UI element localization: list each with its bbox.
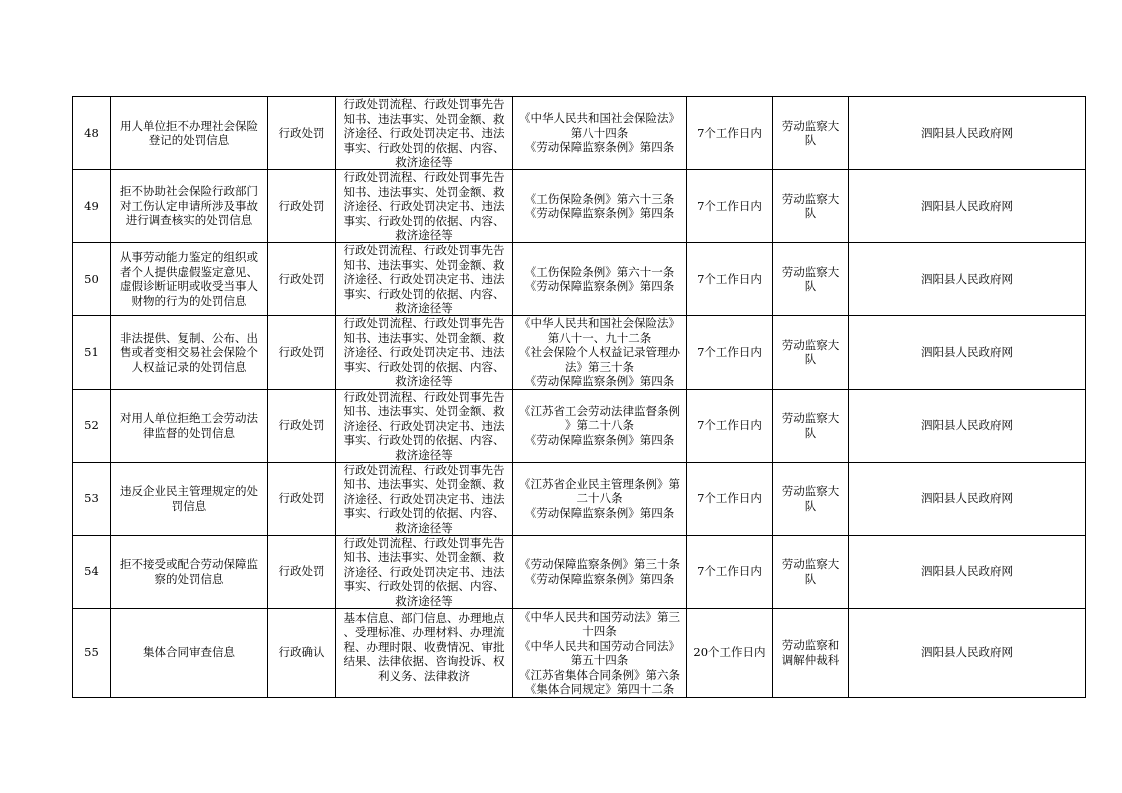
item-name-line: 非法提供、复制、公布、出 [120, 330, 258, 345]
legal-basis-cell [513, 535, 687, 608]
content-line: 利义务、法律救济 [378, 668, 470, 683]
legal-basis-line: 《中华人民共和国社会保险法》 [519, 316, 680, 330]
content-line: 事实、行政处罚的依据、内容、 [343, 579, 505, 593]
content-line: 行政处罚流程、行政处罚事先告 [343, 97, 505, 111]
content-line: 知书、违法事实、处罚金额、救 [343, 184, 505, 199]
disclosure-period-cell: 7个工作日内 [687, 389, 773, 462]
content-line: 济途径、行政处罚决定书、违法 [343, 564, 505, 579]
item-name-line: 集体合同审查信息 [143, 645, 235, 660]
content-line: 救济途径等 [395, 447, 453, 462]
content-line: 行政处罚流程、行政处罚事先告 [343, 462, 505, 477]
content-line: 事实、行政处罚的依据、内容、 [343, 506, 505, 520]
legal-basis-cell [513, 608, 687, 697]
content-line: 济途径、行政处罚决定书、违法 [343, 418, 505, 433]
item-name-cell [111, 97, 268, 170]
channel-cell: 泗阳县人民政府网 [849, 535, 1086, 608]
item-name-line: 罚信息 [171, 498, 207, 513]
content-line: 知书、违法事实、处罚金额、救 [343, 477, 505, 491]
item-name-line: 者个人提供虚假鉴定意见、 [120, 264, 258, 279]
item-type-cell: 行政处罚 [268, 243, 336, 316]
legal-basis-cell [513, 170, 687, 243]
disclosure-period-cell: 7个工作日内 [687, 170, 773, 243]
legal-basis-line: 《中华人民共和国劳动合同法》 [519, 638, 680, 653]
content-line: 救济途径等 [395, 228, 453, 242]
item-name-line: 虚假诊断证明或收受当事人 [120, 279, 258, 293]
disclosure-period-cell: 7个工作日内 [687, 243, 773, 316]
item-name-line: 登记的处罚信息 [148, 133, 230, 147]
item-name-cell [111, 535, 268, 608]
content-line: 程、办理时限、收费情况、审批 [343, 639, 505, 654]
department-line: 劳动监察大 [781, 118, 840, 133]
content-line: 济途径、行政处罚决定书、违法 [343, 199, 505, 213]
content-line: 救济途径等 [395, 301, 453, 315]
content-line: 事实、行政处罚的依据、内容、 [343, 359, 505, 374]
item-type-cell: 行政处罚 [268, 535, 336, 608]
content-line: 行政处罚流程、行政处罚事先告 [343, 389, 505, 404]
item-name-cell [111, 316, 268, 390]
item-type-cell: 行政处罚 [268, 389, 336, 462]
item-name-cell [111, 462, 268, 535]
content-cell [336, 170, 513, 243]
content-cell [336, 389, 513, 462]
content-line: 事实、行政处罚的依据、内容、 [343, 286, 505, 301]
legal-basis-cell [513, 97, 687, 170]
legal-basis-line: 二十八条 [576, 491, 623, 506]
item-type-cell: 行政处罚 [268, 97, 336, 170]
legal-basis-line: 《工伤保险条例》第六十三条 [524, 191, 675, 206]
content-line: 济途径、行政处罚决定书、违法 [343, 491, 505, 506]
content-line: 知书、违法事实、处罚金额、救 [343, 330, 505, 345]
content-line: 知书、违法事实、处罚金额、救 [343, 111, 505, 126]
content-line: 事实、行政处罚的依据、内容、 [343, 433, 505, 447]
row-number: 49 [73, 170, 111, 243]
item-name-line: 拒不协助社会保险行政部门 [120, 184, 258, 199]
content-line: 事实、行政处罚的依据、内容、 [343, 140, 505, 155]
item-name-line: 人权益记录的处罚信息 [131, 359, 247, 374]
department-line: 劳动监察大 [781, 557, 840, 571]
content-cell [336, 316, 513, 390]
department-line: 劳动监察大 [781, 264, 840, 279]
item-name-line: 财物的行为的处罚信息 [131, 293, 247, 308]
channel-cell: 泗阳县人民政府网 [849, 243, 1086, 316]
row-number: 48 [73, 97, 111, 170]
content-line: 救济途径等 [395, 374, 453, 388]
item-name-line: 察的处罚信息 [154, 571, 224, 586]
department-line: 劳动监察大 [781, 191, 840, 206]
item-name-line: 售或者变相交易社会保险个 [120, 345, 258, 359]
table-row [73, 462, 1086, 535]
legal-basis-line: 《中华人民共和国社会保险法》 [519, 111, 680, 126]
channel-cell: 泗阳县人民政府网 [849, 389, 1086, 462]
row-number: 50 [73, 243, 111, 316]
legal-basis-line: 《劳动保障监察条例》第四条 [524, 505, 675, 520]
legal-basis-line: 《劳动保障监察条例》第三十条 [519, 557, 680, 571]
department-line: 调解仲裁科 [781, 652, 840, 667]
item-name-line: 违反企业民主管理规定的处 [120, 484, 258, 498]
department-line: 队 [804, 571, 817, 586]
channel-cell: 泗阳县人民政府网 [849, 170, 1086, 243]
item-name-cell [111, 170, 268, 243]
legal-basis-line: 《社会保险个人权益记录管理办 [519, 345, 680, 359]
legal-basis-line: 法》第三十条 [565, 359, 634, 374]
item-type-cell: 行政处罚 [268, 170, 336, 243]
disclosure-period-cell: 7个工作日内 [687, 316, 773, 390]
table-row [73, 316, 1086, 390]
content-line: 济途径、行政处罚决定书、违法 [343, 126, 505, 140]
table-row [73, 243, 1086, 316]
disclosure-period-cell: 7个工作日内 [687, 535, 773, 608]
legal-basis-line: 《劳动保障监察条例》第四条 [524, 140, 675, 155]
department-line: 队 [804, 498, 817, 513]
department-line: 队 [804, 279, 817, 293]
item-name-line: 进行调查核实的处罚信息 [125, 213, 253, 228]
channel-cell: 泗阳县人民政府网 [849, 97, 1086, 170]
table-row [73, 608, 1086, 697]
department-cell [773, 608, 849, 697]
department-line: 劳动监察大 [781, 411, 840, 425]
content-line: 行政处罚流程、行政处罚事先告 [343, 535, 505, 550]
legal-basis-line: 《工伤保险条例》第六十一条 [524, 264, 675, 279]
department-cell [773, 535, 849, 608]
table-body [73, 97, 1086, 698]
legal-basis-cell [513, 462, 687, 535]
row-number: 53 [73, 462, 111, 535]
content-line: 、受理标准、办理材料、办理流 [343, 625, 505, 639]
legal-basis-line: 《集体合同规定》第四十二条 [524, 682, 675, 696]
item-name-line: 对工伤认定申请所涉及事故 [120, 198, 258, 213]
table-row [73, 535, 1086, 608]
legal-basis-cell [513, 243, 687, 316]
legal-basis-line: 《江苏省集体合同条例》第六条 [519, 667, 680, 682]
channel-cell: 泗阳县人民政府网 [849, 608, 1086, 697]
item-name-line: 拒不接受或配合劳动保障监 [120, 557, 258, 571]
item-type-cell: 行政确认 [268, 608, 336, 697]
disclosure-period-cell: 7个工作日内 [687, 97, 773, 170]
legal-basis-cell [513, 389, 687, 462]
content-line: 结果、法律依据、咨询投诉、权 [343, 654, 505, 668]
content-cell [336, 243, 513, 316]
content-line: 行政处罚流程、行政处罚事先告 [343, 316, 505, 330]
legal-basis-line: 第八十一、九十二条 [547, 330, 652, 345]
department-cell [773, 170, 849, 243]
content-line: 行政处罚流程、行政处罚事先告 [343, 243, 505, 257]
item-name-cell [111, 243, 268, 316]
item-type-cell: 行政处罚 [268, 316, 336, 390]
content-line: 知书、违法事实、处罚金额、救 [343, 257, 505, 272]
department-cell [773, 97, 849, 170]
row-number: 55 [73, 608, 111, 697]
row-number: 51 [73, 316, 111, 390]
legal-basis-line: 《劳动保障监察条例》第四条 [524, 374, 675, 388]
department-line: 劳动监察和 [781, 638, 840, 652]
table-row [73, 97, 1086, 170]
legal-basis-cell [513, 316, 687, 390]
item-name-line: 用人单位拒不办理社会保险 [120, 118, 258, 133]
content-line: 知书、违法事实、处罚金额、救 [343, 550, 505, 564]
legal-basis-line: 》第二十八条 [565, 418, 634, 433]
legal-basis-line: 《劳动保障监察条例》第四条 [524, 206, 675, 220]
content-line: 事实、行政处罚的依据、内容、 [343, 213, 505, 228]
table-row [73, 389, 1086, 462]
content-line: 济途径、行政处罚决定书、违法 [343, 272, 505, 286]
department-cell [773, 316, 849, 390]
department-line: 队 [804, 133, 817, 147]
department-cell [773, 243, 849, 316]
department-cell [773, 389, 849, 462]
item-name-cell [111, 389, 268, 462]
department-cell [773, 462, 849, 535]
legal-basis-line: 《劳动保障监察条例》第四条 [524, 279, 675, 293]
content-line: 基本信息、部门信息、办理地点 [343, 610, 505, 625]
department-line: 队 [804, 206, 817, 220]
legal-basis-line: 《中华人民共和国劳动法》第三 [519, 609, 680, 624]
legal-basis-line: 第八十四条 [570, 125, 629, 140]
item-name-line: 对用人单位拒绝工会劳动法 [120, 411, 258, 425]
item-type-cell: 行政处罚 [268, 462, 336, 535]
department-line: 队 [804, 425, 817, 440]
table-row [73, 170, 1086, 243]
content-line: 救济途径等 [395, 593, 453, 608]
legal-basis-line: 《劳动保障监察条例》第四条 [524, 432, 675, 447]
department-line: 劳动监察大 [781, 484, 840, 498]
content-line: 济途径、行政处罚决定书、违法 [343, 345, 505, 359]
department-line: 队 [804, 352, 817, 367]
content-line: 知书、违法事实、处罚金额、救 [343, 404, 505, 418]
content-line: 行政处罚流程、行政处罚事先告 [343, 170, 505, 184]
content-cell [336, 608, 513, 697]
content-line: 救济途径等 [395, 155, 453, 169]
content-cell [336, 97, 513, 170]
legal-basis-line: 《江苏省企业民主管理条例》第 [519, 476, 680, 491]
row-number: 54 [73, 535, 111, 608]
item-name-line: 律监督的处罚信息 [143, 425, 235, 440]
department-line: 劳动监察大 [781, 337, 840, 352]
legal-basis-line: 《江苏省工会劳动法律监督条例 [519, 403, 680, 418]
legal-basis-line: 第五十四条 [570, 653, 629, 667]
channel-cell: 泗阳县人民政府网 [849, 316, 1086, 390]
channel-cell: 泗阳县人民政府网 [849, 462, 1086, 535]
content-cell [336, 535, 513, 608]
legal-basis-line: 十四条 [582, 624, 617, 638]
content-line: 救济途径等 [395, 520, 453, 535]
item-name-cell [111, 608, 268, 697]
disclosure-period-cell: 20个工作日内 [687, 608, 773, 697]
item-name-line: 从事劳动能力鉴定的组织或 [120, 250, 258, 264]
disclosure-period-cell: 7个工作日内 [687, 462, 773, 535]
content-cell [336, 462, 513, 535]
row-number: 52 [73, 389, 111, 462]
legal-basis-line: 《劳动保障监察条例》第四条 [524, 571, 675, 586]
info-disclosure-table [72, 96, 1086, 698]
